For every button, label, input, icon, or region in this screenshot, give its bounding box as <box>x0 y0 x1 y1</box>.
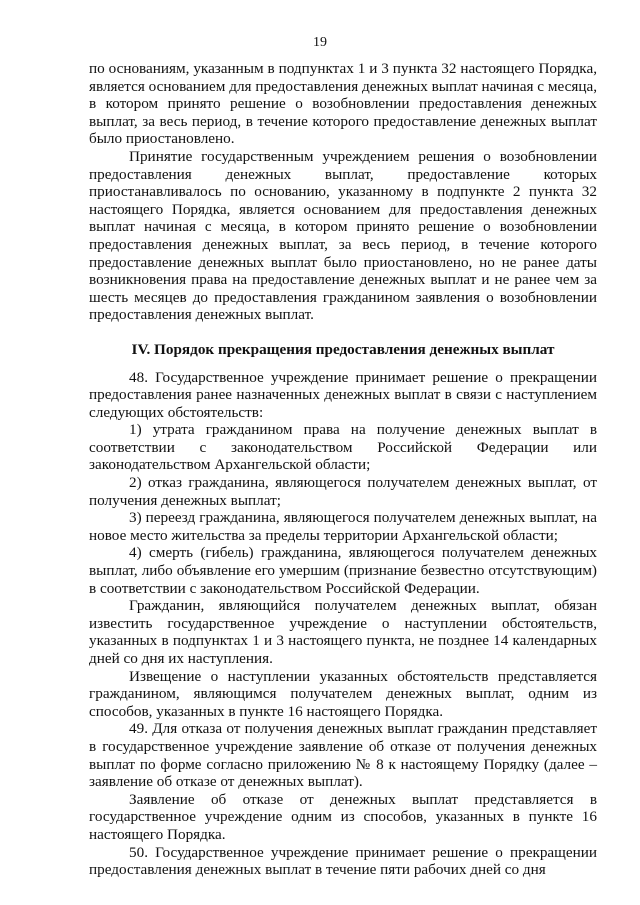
paragraph: Извещение о наступлении указанных обстоятельств представляется гражданином, являющимся получателем денежных выплат, одним из способов, указанных в пункте 16 настоящего Порядка. <box>89 667 597 720</box>
document-body <box>89 60 597 879</box>
section-heading: IV. Порядок прекращения предоставления денежных выплат <box>131 340 555 358</box>
subitem-3: 3) переезд гражданина, являющегося получателем денежных выплат, на новое место жительства за пределы территории Архангельской области; <box>89 509 597 544</box>
paragraph-item-50: 50. Государственное учреждение принимает решение о прекращении предоставления денежных выплат в течение пяти рабочих дней со дня <box>89 843 597 879</box>
subitem-2: 2) отказ гражданина, являющегося получателем денежных выплат, от получения денежных выплат; <box>89 474 597 509</box>
page-number: 19 <box>313 35 327 50</box>
paragraph-item-48: 48. Государственное учреждение принимает решение о прекращении предоставления ранее назначенных денежных выплат в связи с наступлением следующих обстоятельств: <box>89 368 597 421</box>
subitem-4: 4) смерть (гибель) гражданина, являющегося получателем денежных выплат, либо объявление его умершим (признание безвестно отсутствующим) в соответствии с законодательством Российской Федерации. <box>89 544 597 597</box>
paragraph: Заявление об отказе от денежных выплат представляется в государственное учреждение одним из способов, указанных в пункте 16 настоящего Порядка. <box>89 790 597 843</box>
paragraph-continuation: по основаниям, указанным в подпунктах 1 и 3 пункта 32 настоящего Порядка, является основанием для предоставления денежных выплат начиная с месяца, в котором принято решение о возобновлении предоставления денежных выплат, за весь период, в течение которого предоставление денежных выплат было приостановлено. <box>89 60 597 148</box>
subitem-1: 1) утрата гражданином права на получение денежных выплат в соответствии с законодательством Российской Федерации или законодательством Архангельской области; <box>89 421 597 474</box>
paragraph: Принятие государственным учреждением решения о возобновлении предоставления денежных выплат, предоставление которых приостанавливалось по основанию, указанному в подпункте 2 пункта 32 настоящего Порядка, является основанием для предоставления денежных выплат начиная с месяца, в котором принято решение о возобновлении предоставления денежных выплат, за весь период, в течение которого предоставление денежных выплат было приостановлено, но не ранее даты возникновения права на предоставление денежных выплат и не ранее чем за шесть месяцев до предоставления гражданином заявления о возобновлении предоставления денежных выплат. <box>89 147 597 324</box>
paragraph-item-49: 49. Для отказа от получения денежных выплат гражданин представляет в государственное учреждение заявление об отказе от получения денежных выплат по форме согласно приложению № 8 к настоящему Порядку (далее – заявление об отказе от денежных выплат). <box>89 720 597 791</box>
paragraph: Гражданин, являющийся получателем денежных выплат, обязан известить государственное учреждение о наступлении обстоятельств, указанных в подпунктах 1 и 3 настоящего пункта, не позднее 14 календарных дней со дня их наступления. <box>89 597 597 667</box>
